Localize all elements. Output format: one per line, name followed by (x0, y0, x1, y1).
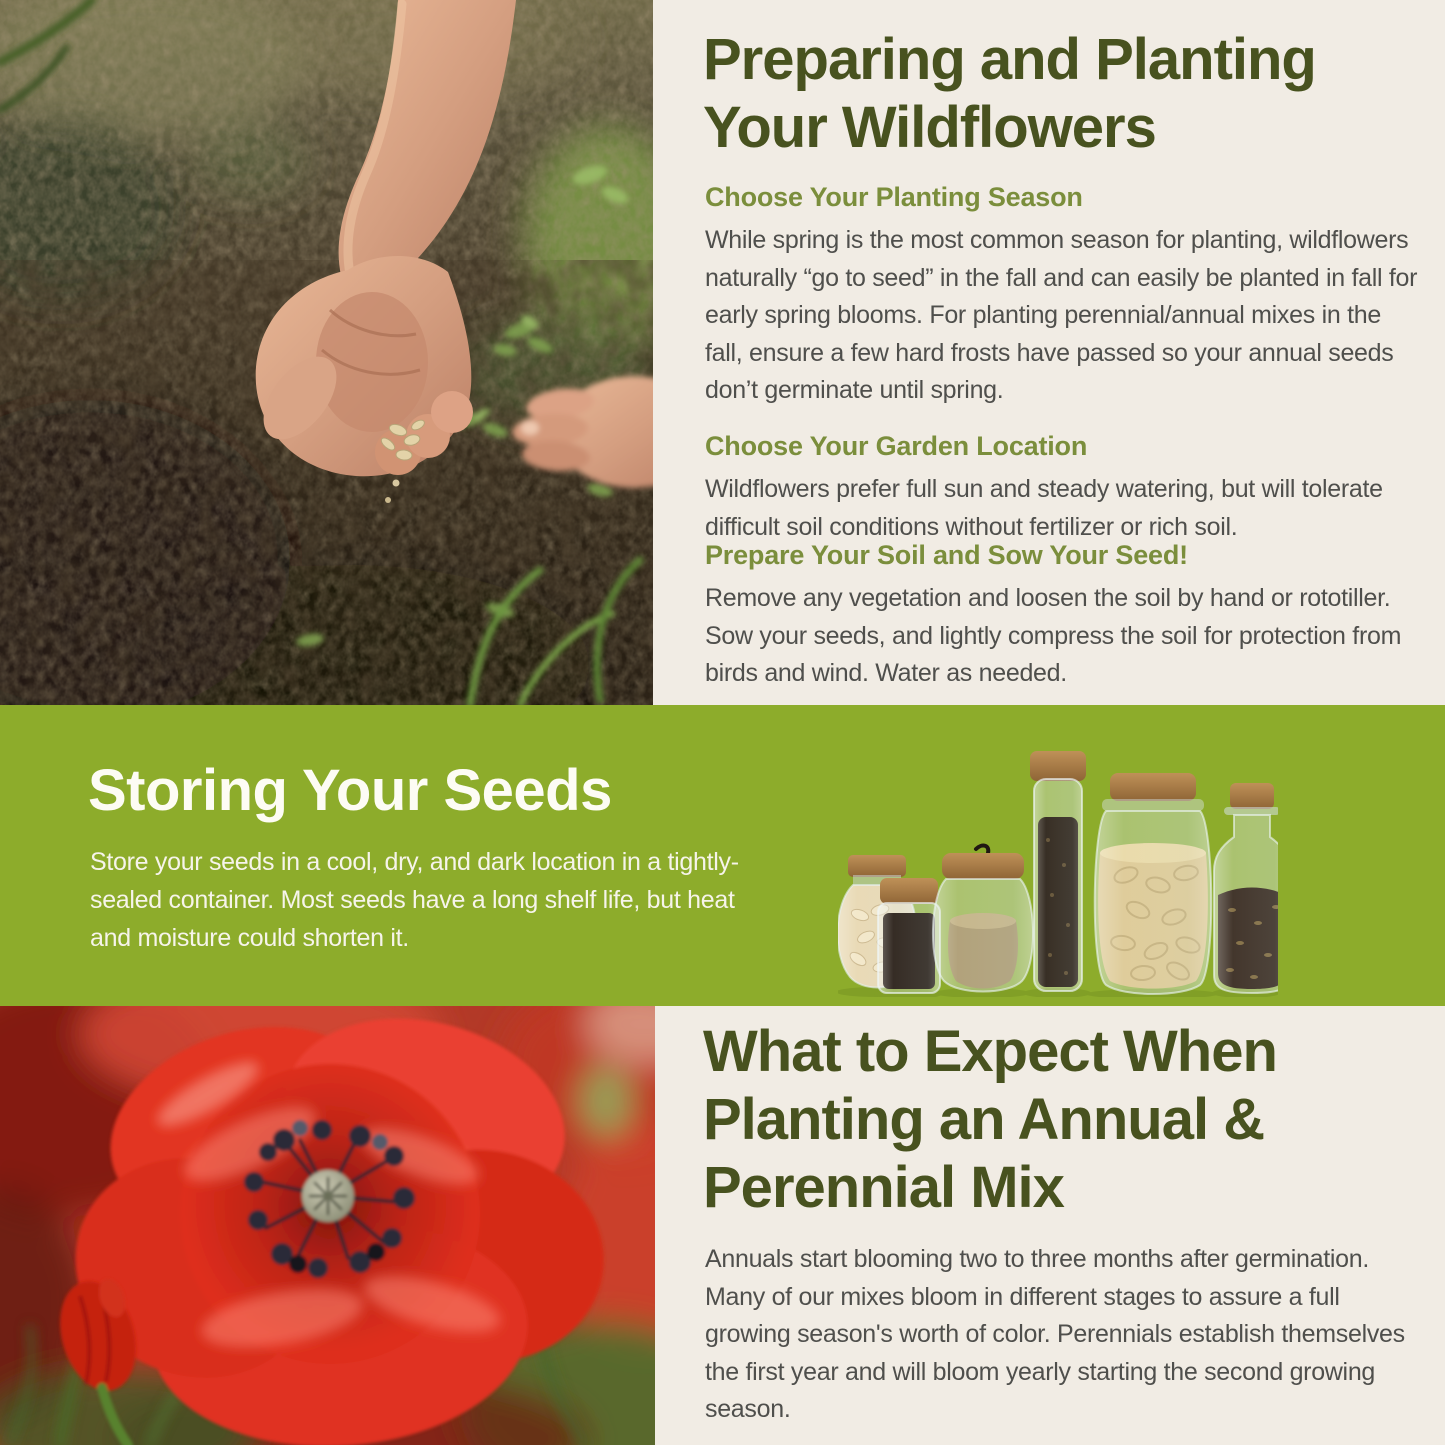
planting-season-title: Choose Your Planting Season (705, 182, 1083, 212)
garden-location-subsection (705, 430, 1420, 546)
storing-body: Store your seeds in a cool, dry, and dark location in a tightly-sealed container. Most seeds have a long shelf life, but heat and moisture could shorten it. (90, 848, 739, 952)
garden-location-title: Choose Your Garden Location (705, 431, 1088, 461)
storing-seeds-banner (0, 705, 1445, 1006)
expect-heading: What to Expect When Planting an Annual & Perennial Mix (703, 1019, 1277, 1220)
planting-season-subsection (705, 181, 1420, 410)
prepare-soil-subsection (705, 539, 1420, 693)
seed-jars-photo (838, 745, 1278, 997)
hand-sowing-seeds-photo (0, 0, 653, 705)
storing-heading: Storing Your Seeds (88, 758, 612, 823)
prepare-soil-body: Remove any vegetation and loosen the soil by hand or rototiller. Sow your seeds, and lightly compress the soil for protection from birds and wind. Water as needed. (705, 584, 1402, 687)
expect-body: Annuals start blooming two to three months after germination. Many of our mixes bloom in different stages to assure a full growing season's worth of color. Perennials establish themselves the first year and will bloom yearly starting the second growing season. (705, 1245, 1405, 1423)
garden-location-body: Wildflowers prefer full sun and steady watering, but will tolerate difficult soil conditions without fertilizer or rich soil. (705, 475, 1383, 541)
red-poppy-photo (0, 1006, 655, 1445)
prepare-soil-title: Prepare Your Soil and Sow Your Seed! (705, 540, 1188, 570)
planting-season-body: While spring is the most common season for planting, wildflowers naturally “go to seed” in the fall and can easily be planted in fall for early spring blooms. For planting perennial/annual mixes in the fall, ensure a few hard frosts have passed so your annual seeds don’t germinate until spring. (705, 226, 1418, 404)
planting-heading: Preparing and Planting Your Wildflowers (703, 27, 1316, 160)
